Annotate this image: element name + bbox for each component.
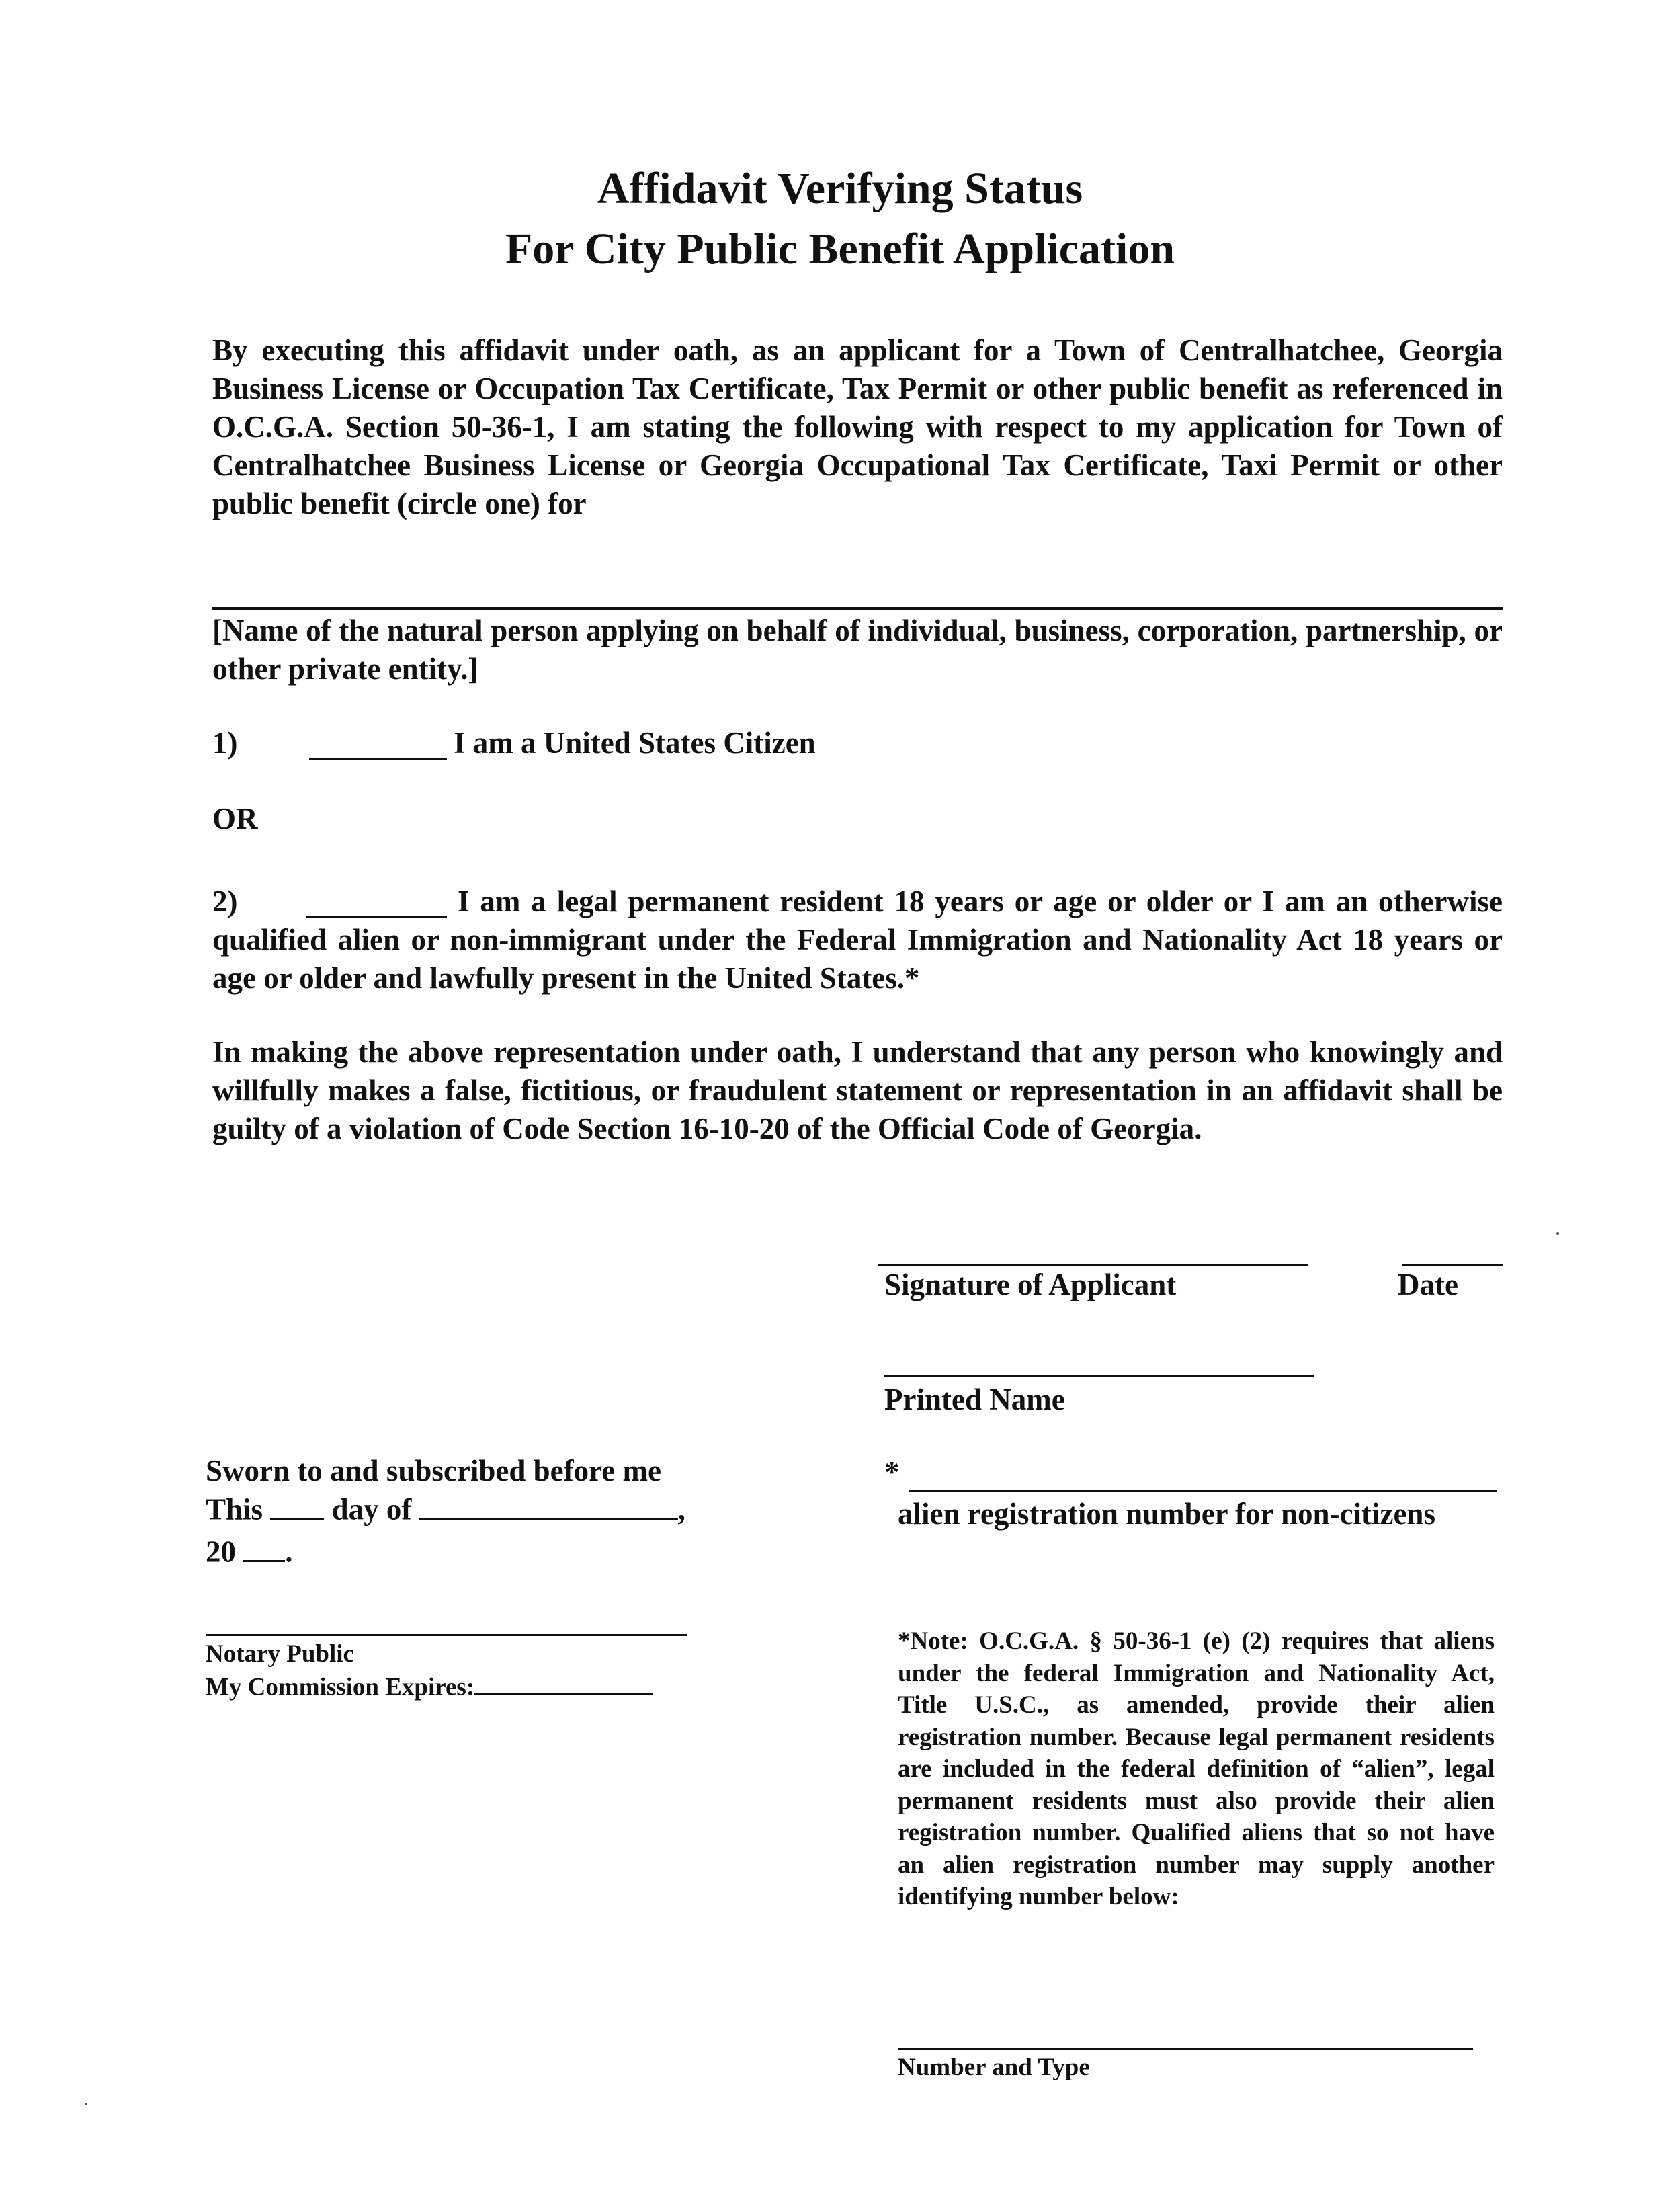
sworn-comma: ,	[677, 1492, 685, 1527]
alien-registration-line[interactable]	[909, 1490, 1497, 1492]
oath-paragraph: In making the above representation under oath, I understand that any person who knowingly and willfully makes a false, fictitious, or fraudulent statement or representation in an affidavit shall be guilty of a violation of Code Section 16-10-20 of the Official Code of Georgia.	[212, 1035, 1503, 1145]
intro-paragraph: By executing this affidavit under oath, as an applicant for a Town of Centralhatchee, Georgia Business License or Occupation Tax Certificate, Tax Permit or other public benefit as referenced in O.C.G.A. Section 50-36-1, I am stating the following with respect to my application for Town of Centralhatchee Business License or Georgia Occupational Tax Certificate, Taxi Permit or other public benefit (circle one) for	[212, 333, 1503, 520]
sworn-day-blank[interactable]	[270, 1490, 324, 1520]
date-label: Date	[1398, 1268, 1458, 1301]
scan-speck	[1556, 1232, 1559, 1235]
sworn-period: .	[285, 1535, 293, 1569]
page-title: Affidavit Verifying Status	[597, 164, 1083, 213]
sworn-year-prefix: 20	[206, 1535, 236, 1569]
sworn-line1: Sworn to and subscribed before me	[206, 1454, 661, 1488]
commission-row	[206, 1670, 653, 1703]
commission-blank[interactable]	[474, 1670, 653, 1695]
option1-text: I am a United States Citizen	[454, 726, 816, 760]
number-type-label: Number and Type	[898, 2054, 1090, 2081]
sworn-dayof: day of	[331, 1492, 412, 1527]
applicant-name-caption: [Name of the natural person applying on behalf of individual, business, corporation, partnership, or other private entity.]	[212, 614, 1503, 686]
or-label: OR	[212, 802, 258, 836]
option1-check-line[interactable]	[309, 758, 447, 760]
alien-asterisk: *	[884, 1455, 900, 1489]
note-paragraph: *Note: O.C.G.A. § 50-36-1 (e) (2) requires that aliens under the federal Immigration and Nationality Act, Title U.S.C., as amended, provide their alien registration number. Because legal permanent residents are included in the federal definition of “alien”, legal permanent residents must also provide their alien registration number. Qualified aliens that so not have an alien registration number may supply another identifying number below:	[898, 1627, 1495, 1910]
page-subtitle: For City Public Benefit Application	[505, 225, 1175, 274]
sworn-line3	[206, 1533, 293, 1572]
sworn-this: This	[206, 1492, 263, 1527]
alien-registration-label: alien registration number for non-citizens	[898, 1497, 1435, 1531]
applicant-name-line[interactable]	[212, 607, 1503, 610]
sworn-line2	[206, 1490, 685, 1529]
option2-number: 2)	[212, 885, 238, 918]
option2-text: I am a legal permanent resident 18 years or age or older or I am an otherwise qualified alien or non-immigrant under the Federal Immigration and Nationality Act 18 years or age or older and lawfully present in the United States.*	[212, 885, 1503, 995]
scan-speck	[85, 2103, 87, 2105]
commission-label: My Commission Expires:	[206, 1673, 475, 1701]
notary-label: Notary Public	[206, 1640, 354, 1668]
printed-name-label: Printed Name	[884, 1383, 1065, 1416]
notary-line[interactable]	[206, 1634, 687, 1636]
option1-number: 1)	[212, 726, 238, 760]
printed-name-line[interactable]	[884, 1375, 1314, 1377]
sworn-year-blank[interactable]	[243, 1533, 285, 1562]
signature-label: Signature of Applicant	[884, 1268, 1177, 1301]
sworn-month-blank[interactable]	[419, 1490, 678, 1520]
number-type-line[interactable]	[898, 2048, 1473, 2050]
